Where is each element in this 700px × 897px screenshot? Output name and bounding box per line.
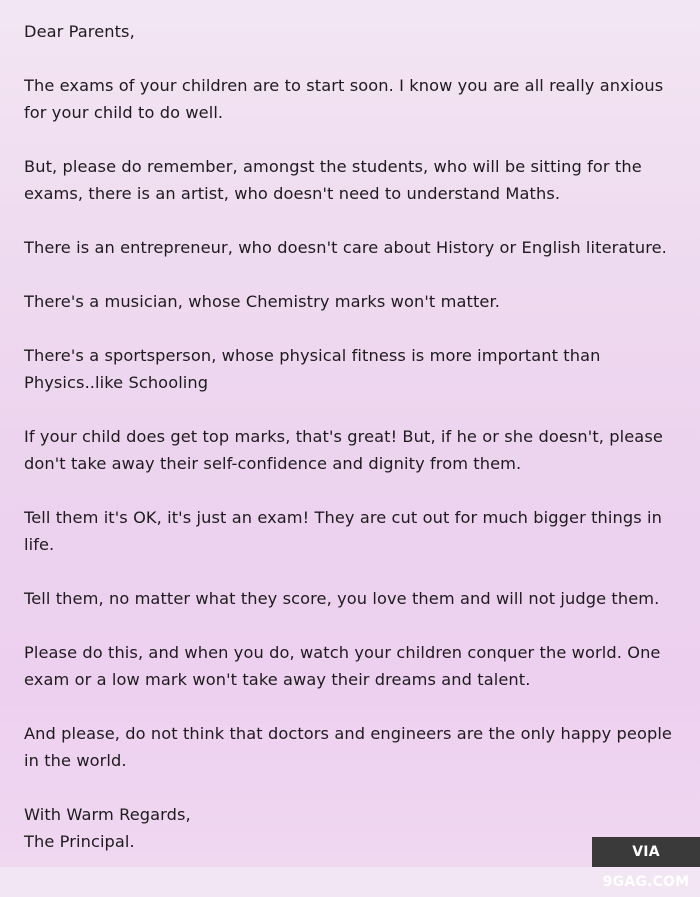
paragraph-happy-people: And please, do not think that doctors and engineers are the only happy people in the world. bbox=[24, 724, 672, 770]
paragraph-sportsperson: There's a sportsperson, whose physical fitness is more important than Physics..like Schooling bbox=[24, 346, 601, 392]
closing: With Warm Regards, bbox=[24, 805, 191, 824]
salutation: Dear Parents, bbox=[24, 22, 135, 41]
paragraph-entrepreneur: There is an entrepreneur, who doesn't care about History or English literature. bbox=[24, 238, 667, 257]
paragraph-exams-start: The exams of your children are to start soon. I know you are all really anxious for your child to do well. bbox=[24, 76, 664, 122]
paragraph-top-marks: If your child does get top marks, that's great! But, if he or she doesn't, please don't take away their self-confidence and dignity from them. bbox=[24, 427, 663, 473]
paragraph-artist: But, please do remember, amongst the students, who will be sitting for the exams, there is an artist, who doesn't need to understand Maths. bbox=[24, 157, 642, 203]
paragraph-love-them: Tell them, no matter what they score, you love them and will not judge them. bbox=[24, 589, 660, 608]
paragraph-just-an-exam: Tell them it's OK, it's just an exam! They are cut out for much bigger things in life. bbox=[24, 508, 662, 554]
letter-body bbox=[24, 18, 684, 855]
signature: The Principal. bbox=[24, 832, 135, 851]
paragraph-conquer-world: Please do this, and when you do, watch your children conquer the world. One exam or a low mark won't take away their dreams and talent. bbox=[24, 643, 661, 689]
paragraph-musician: There's a musician, whose Chemistry marks won't matter. bbox=[24, 292, 500, 311]
watermark-badge: VIA 9GAG.COM bbox=[592, 837, 700, 867]
signoff bbox=[24, 801, 684, 855]
